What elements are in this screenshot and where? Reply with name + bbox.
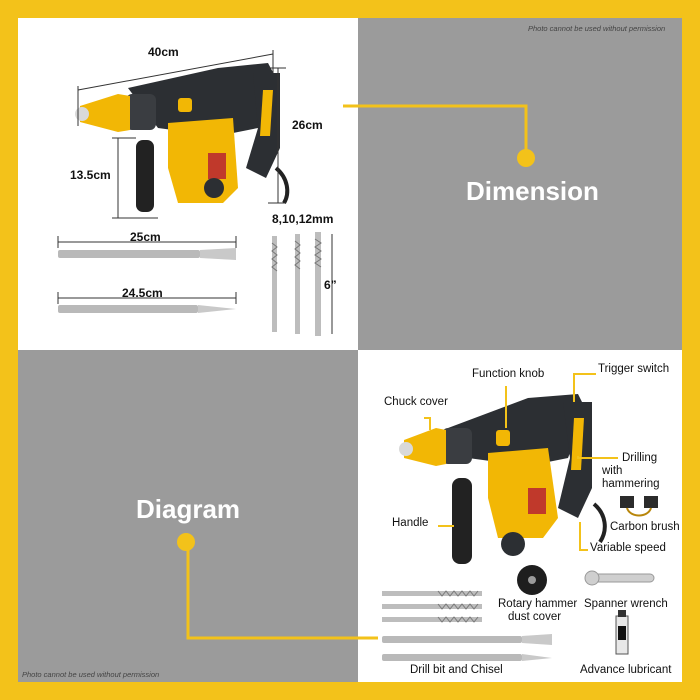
handle-label: Handle <box>392 517 429 529</box>
spanner-wrench-label: Spanner wrench <box>584 598 668 610</box>
spanner-wrench-icon <box>585 571 654 585</box>
bit-length-label: 6” <box>324 278 337 292</box>
diagram-title: Diagram <box>136 494 241 524</box>
drill-bits-icon <box>272 232 332 336</box>
bit-sizes-label: 8,10,12mm <box>272 212 334 226</box>
variable-speed-label: Variable speed <box>590 542 666 554</box>
rotary-hammer-drill-icon <box>75 63 287 212</box>
drill-bit-chisel-label: Drill bit and Chisel <box>410 664 503 676</box>
connector-line <box>183 542 378 638</box>
drilling-hammering-label: with hammering <box>602 465 660 490</box>
connector-dot <box>517 149 535 167</box>
watermark: Photo cannot be used without permission <box>22 670 160 679</box>
point-chisel-length-label: 24.5cm <box>122 286 163 300</box>
carbon-brush-label: Carbon brush <box>610 521 680 533</box>
advance-lubricant-label: Advance lubricant <box>580 664 672 676</box>
drill-bits-icon <box>382 591 482 622</box>
connector-line <box>343 106 526 158</box>
carbon-brush-icon <box>620 496 658 516</box>
height-dimension-label: 26cm <box>292 118 323 132</box>
trigger-switch-label: Trigger switch <box>598 363 670 375</box>
function-knob-label: Function knob <box>472 368 545 380</box>
chisels-icon <box>382 634 552 661</box>
flat-chisel-length-label: 25cm <box>130 230 161 244</box>
lubricant-tube-icon <box>616 610 628 654</box>
drilling-label: Drilling <box>622 452 658 464</box>
dimension-title: Dimension <box>466 176 599 206</box>
dust-cover-label: dust cover <box>508 611 562 623</box>
watermark: Photo cannot be used without permission <box>528 24 666 33</box>
chuck-cover-label: Chuck cover <box>384 396 448 408</box>
connector-dot <box>177 533 195 551</box>
handle-dimension-label: 13.5cm <box>70 168 111 182</box>
product-image <box>18 18 682 682</box>
rotary-hammer-label: Rotary hammer <box>498 598 578 610</box>
illustration-layer <box>18 18 682 682</box>
width-dimension-label: 40cm <box>148 45 179 59</box>
